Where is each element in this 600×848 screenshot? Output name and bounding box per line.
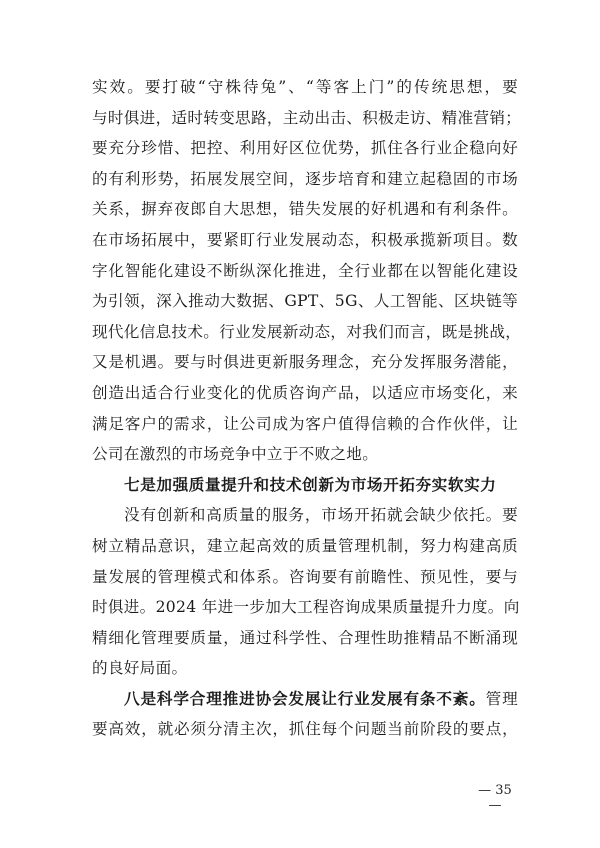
section7-line: 没有创新和高质量的服务，市场开拓就会缺少依托。要 — [124, 506, 518, 525]
paragraph-line: 现代化信息技术。行业发展新动态，对我们而言，既是挑战， — [92, 322, 522, 341]
section-heading-8: 八是科学合理推进协会发展让行业发展有条不紊。 — [124, 689, 486, 708]
section7-line: 精细化管理要质量，通过科学性、合理性助推精品不断涌现 — [92, 628, 518, 647]
paragraph-line: 在市场拓展中，要紧盯行业发展动态，积极承揽新项目。数 — [92, 230, 518, 249]
page-number: — 35 — — [478, 783, 512, 813]
paragraph-line: 满足客户的需求，让公司成为客户值得信赖的合作伙伴，让 — [92, 414, 518, 433]
paragraph-line: 的有利形势，拓展发展空间，逐步培育和建立起稳固的市场 — [92, 169, 518, 188]
body-text — [92, 72, 522, 745]
paragraph-line: 关系，摒弃夜郎自大思想，错失发展的好机遇和有利条件。 — [92, 200, 518, 219]
section8-lead-rest: 管理 — [485, 689, 518, 708]
section8-first-line — [92, 684, 518, 715]
paragraph-line: 创造出适合行业变化的优质咨询产品，以适应市场变化，来 — [92, 383, 518, 402]
section7-line: 时俱进。2024 年进一步加大工程咨询成果质量提升力度。向 — [92, 598, 520, 617]
paragraph-line: 公司在激烈的市场竞争中立于不败之地。 — [92, 445, 379, 464]
paragraph-line: 与时俱进，适时转变思路，主动出击、积极走访、精准营销； — [92, 108, 522, 127]
paragraph-line: 字化智能化建设不断纵深化推进，全行业都在以智能化建设 — [92, 261, 518, 280]
paragraph-line: 实效。要打破“守株待兔”、“等客上门”的传统思想，要 — [92, 78, 518, 96]
section8-line: 要高效，就必须分清主次，抓住每个问题当前阶段的要点， — [92, 720, 518, 739]
paragraph-line: 为引领，深入推动大数据、GPT、5G、人工智能、区块链等 — [92, 292, 518, 311]
section7-line: 量发展的管理模式和体系。咨询要有前瞻性、预见性，要与 — [92, 567, 518, 586]
paragraph-line: 又是机遇。要与时俱进更新服务理念，充分发挥服务潜能， — [92, 353, 518, 372]
section7-line: 的良好局面。 — [92, 659, 188, 678]
paragraph-line: 要充分珍惜、把控、利用好区位优势，抓住各行业企稳向好 — [92, 139, 518, 158]
section-heading-7: 七是加强质量提升和技术创新为市场开拓夯实软实力 — [124, 475, 497, 494]
section7-line: 树立精品意识，建立起高效的质量管理机制，努力构建高质 — [92, 536, 518, 555]
